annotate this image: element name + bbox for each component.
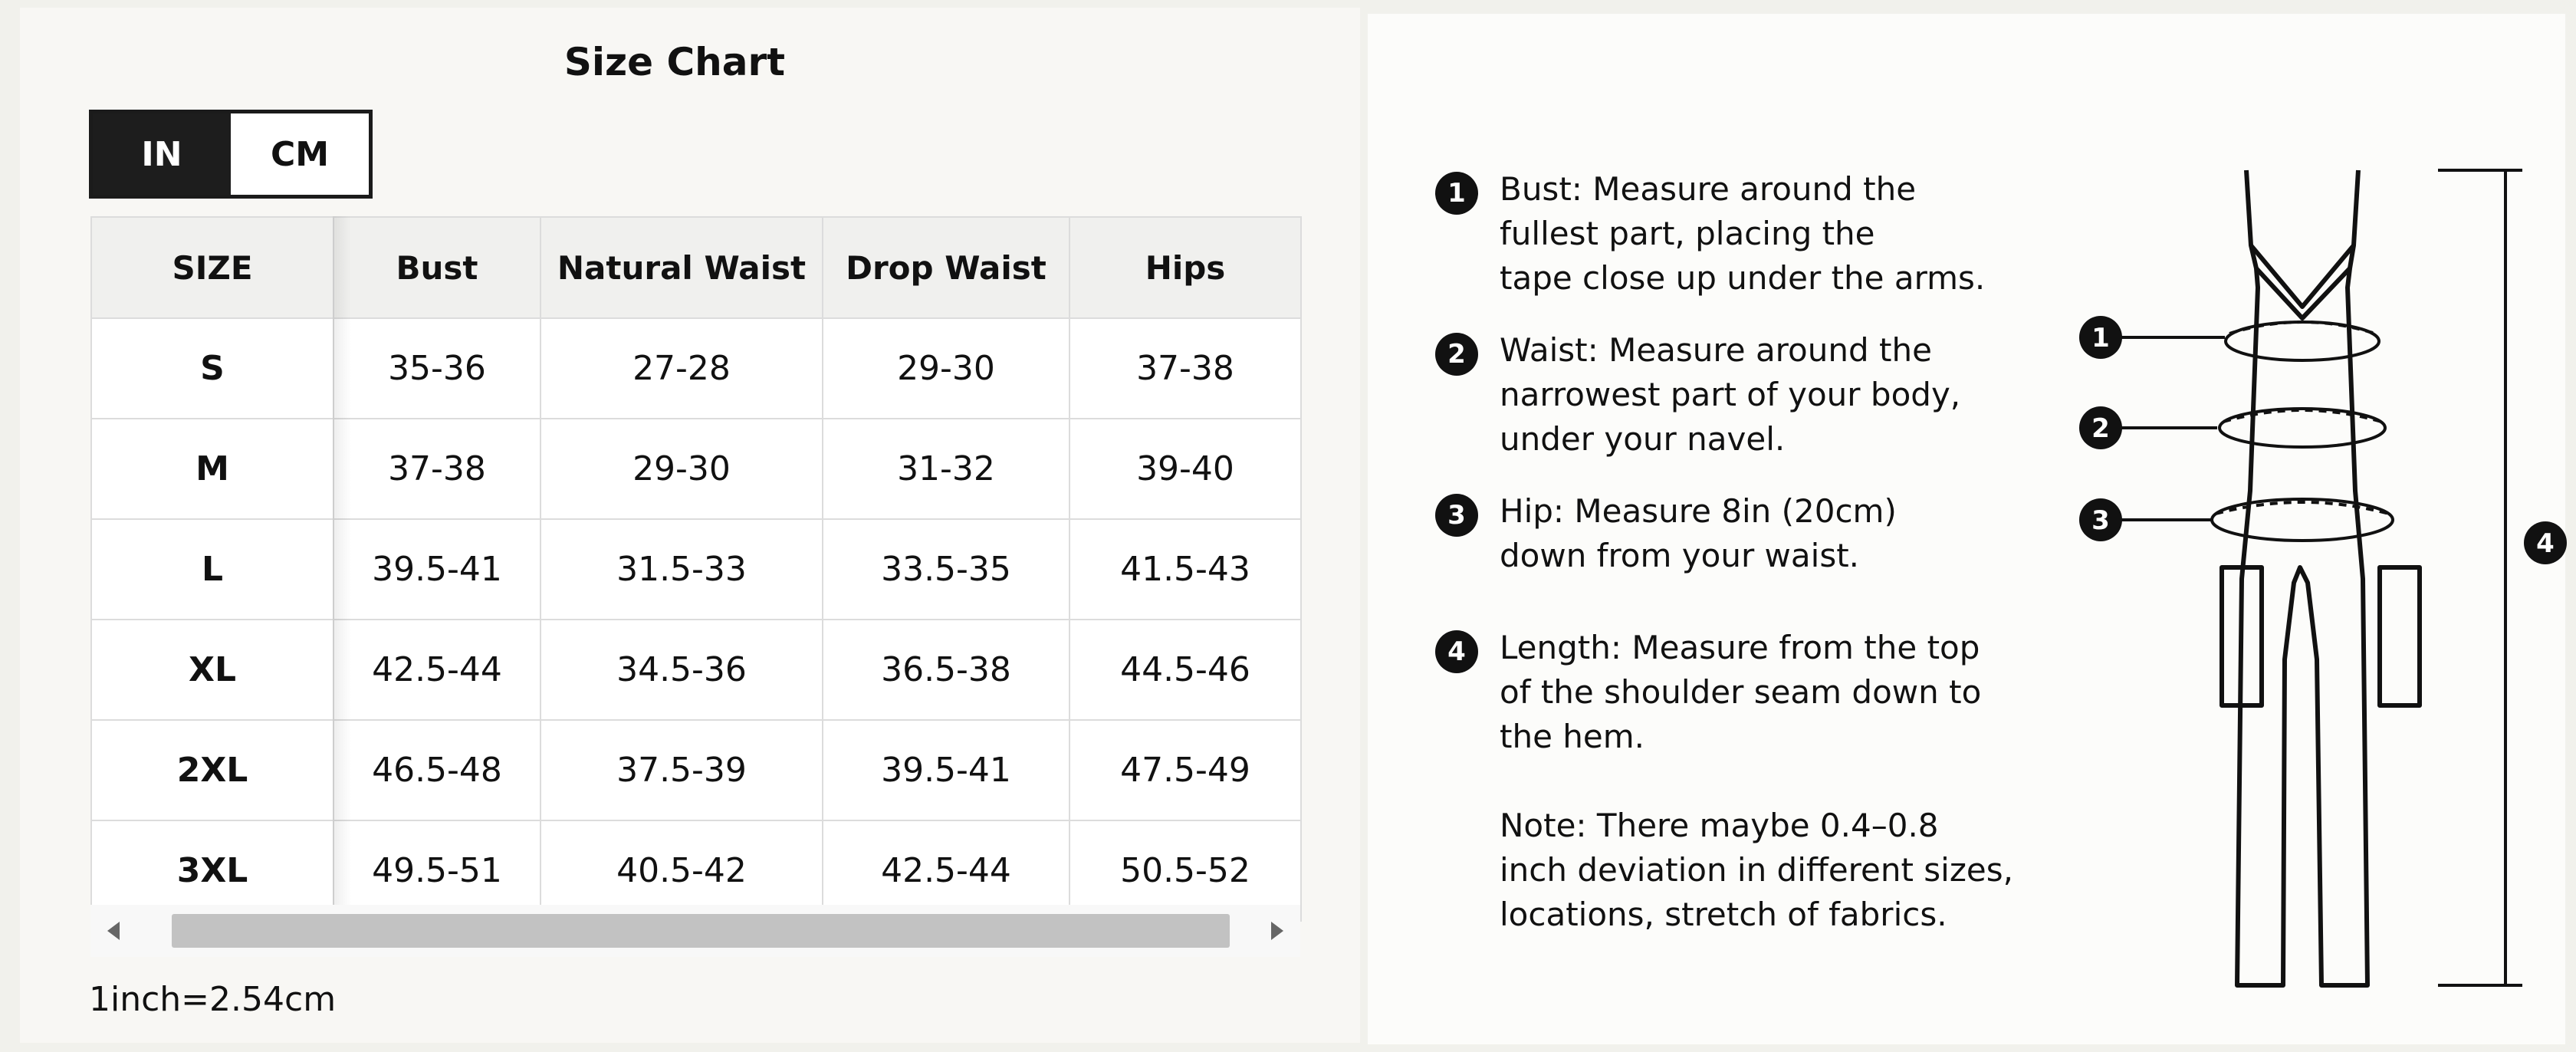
note-line: Note: There maybe 0.4–0.8: [1500, 807, 1939, 844]
number-1-badge-icon: 1: [1435, 172, 1478, 215]
size-cell: M: [91, 419, 334, 519]
unit-cm-button[interactable]: CM: [270, 134, 330, 174]
number-2-badge-icon: 2: [1435, 333, 1478, 376]
instruction-line: tape close up under the arms.: [1500, 259, 1986, 297]
instruction-line: Hip: Measure 8in (20cm): [1500, 492, 1897, 530]
size-table-container[interactable]: [90, 216, 1300, 951]
marker-label: 1: [2091, 323, 2110, 353]
drop-waist-cell: 36.5-38: [823, 620, 1070, 720]
drop-waist-cell: 39.5-41: [823, 720, 1070, 820]
instruction-line: under your navel.: [1500, 420, 1786, 458]
bust-cell: 37-38: [334, 419, 540, 519]
note-line: locations, stretch of fabrics.: [1500, 896, 1947, 933]
instruction-line: down from your waist.: [1500, 537, 1860, 574]
instruction-line: the hem.: [1500, 718, 1644, 755]
hips-cell: 47.5-49: [1070, 720, 1301, 820]
natural-waist-cell: 29-30: [540, 419, 823, 519]
instruction-bust: [1435, 167, 2049, 301]
hips-cell: 41.5-43: [1070, 519, 1301, 620]
header-drop-waist: Drop Waist: [823, 217, 1070, 318]
header-natural-waist: Natural Waist: [540, 217, 823, 318]
bust-cell: 46.5-48: [334, 720, 540, 820]
bust-cell: 35-36: [334, 318, 540, 419]
number-3-badge-icon: 3: [1435, 494, 1478, 537]
drop-waist-cell: 31-32: [823, 419, 1070, 519]
marker-label: 2: [2091, 413, 2110, 444]
size-table: [90, 216, 1302, 922]
drop-waist-cell: 29-30: [823, 318, 1070, 419]
hips-cell: 37-38: [1070, 318, 1301, 419]
hips-cell: 44.5-46: [1070, 620, 1301, 720]
hips-cell: 50.5-52: [1070, 820, 1301, 921]
deviation-note: [1435, 804, 2049, 937]
number-4-badge-icon: 4: [1435, 630, 1478, 673]
table-row: [91, 318, 1301, 419]
size-cell: 2XL: [91, 720, 334, 820]
header-bust: Bust: [334, 217, 540, 318]
jumpsuit-outline-icon: [2222, 170, 2420, 985]
table-header-row: [91, 217, 1301, 318]
table-row: [91, 720, 1301, 820]
natural-waist-cell: 40.5-42: [540, 820, 823, 921]
unit-in-button[interactable]: IN: [93, 113, 231, 195]
size-chart-title: Size Chart: [564, 40, 786, 84]
instruction-hip: [1435, 489, 2049, 578]
table-row: [91, 419, 1301, 519]
hips-cell: 39-40: [1070, 419, 1301, 519]
drop-waist-cell: 33.5-35: [823, 519, 1070, 620]
instruction-line: narrowest part of your body,: [1500, 376, 1961, 413]
size-cell: XL: [91, 620, 334, 720]
bust-cell: 49.5-51: [334, 820, 540, 921]
instruction-line: of the shoulder seam down to: [1500, 673, 1982, 711]
table-row: [91, 519, 1301, 620]
natural-waist-cell: 37.5-39: [540, 720, 823, 820]
instruction-line: Length: Measure from the top: [1500, 629, 1980, 666]
jumpsuit-measurement-diagram: [2055, 153, 2576, 1012]
instruction-length: [1435, 626, 2049, 759]
instruction-waist: [1435, 328, 2049, 462]
table-row: [91, 620, 1301, 720]
natural-waist-cell: 34.5-36: [540, 620, 823, 720]
size-cell: S: [91, 318, 334, 419]
header-hips: Hips: [1070, 217, 1301, 318]
horizontal-scrollbar[interactable]: [90, 905, 1300, 957]
instruction-line: Waist: Measure around the: [1500, 331, 1932, 369]
instruction-line: Bust: Measure around the: [1500, 170, 1917, 208]
drop-waist-cell: 42.5-44: [823, 820, 1070, 921]
scroll-right-arrow-icon[interactable]: [1271, 922, 1283, 940]
size-cell: 3XL: [91, 820, 334, 921]
header-size: SIZE: [91, 217, 334, 318]
scroll-left-arrow-icon[interactable]: [107, 922, 120, 940]
unit-toggle: [89, 110, 373, 199]
measurement-instructions: [1435, 167, 2049, 937]
marker-label: 4: [2536, 528, 2555, 559]
bust-cell: 39.5-41: [334, 519, 540, 620]
natural-waist-cell: 31.5-33: [540, 519, 823, 620]
bust-cell: 42.5-44: [334, 620, 540, 720]
natural-waist-cell: 27-28: [540, 318, 823, 419]
scrollbar-thumb[interactable]: [172, 914, 1230, 948]
instruction-line: fullest part, placing the: [1500, 215, 1875, 252]
size-cell: L: [91, 519, 334, 620]
note-line: inch deviation in different sizes,: [1500, 851, 2013, 889]
unit-conversion-note: 1inch=2.54cm: [89, 980, 337, 1019]
diagram-markers: [2079, 316, 2567, 564]
marker-label: 3: [2091, 505, 2110, 536]
